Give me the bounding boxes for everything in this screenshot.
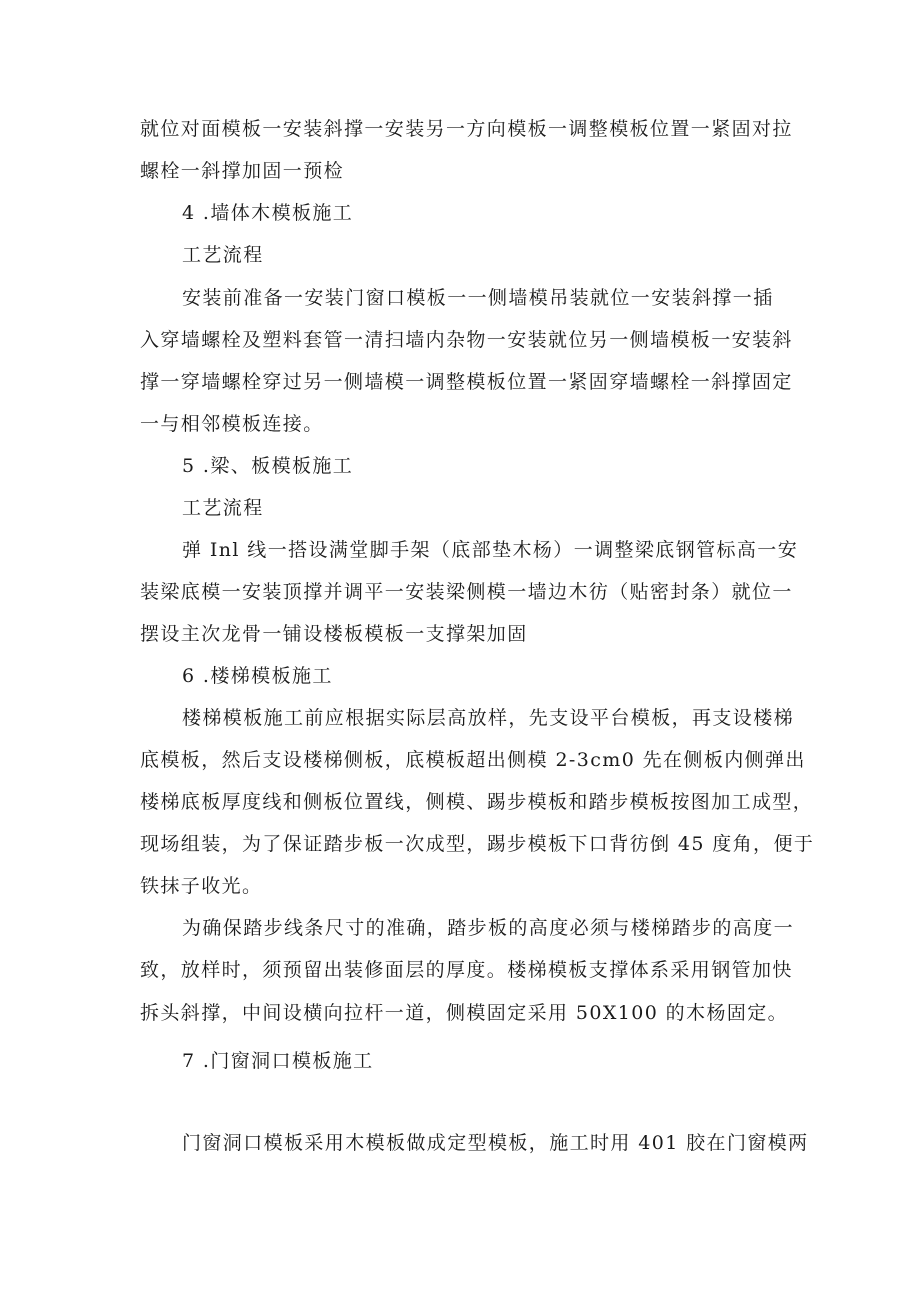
paragraph-line: 拆头斜撑，中间设横向拉杆一道，侧模固定采用 50X100 的木杨固定。 (140, 1002, 789, 1024)
section-heading: 7 .门窗洞口模板施工 (182, 1050, 374, 1072)
paragraph-line: 一与相邻模板连接。 (140, 413, 324, 435)
paragraph-line: 摆设主次龙骨一铺设楼板模板一支撑架加固 (140, 623, 528, 645)
paragraph-line: 安装前准备一安装门窗口模板一一侧墙模吊装就位一安装斜撑一插 (182, 287, 774, 309)
section-heading: 5 .梁、板模板施工 (182, 455, 354, 477)
paragraph-line: 铁抹子收光。 (140, 875, 263, 897)
section-heading: 4 .墙体木模板施工 (182, 202, 354, 224)
paragraph-line: 楼梯模板施工前应根据实际层高放样，先支设平台模板，再支设楼梯 (182, 707, 795, 729)
paragraph-line: 楼梯底板厚度线和侧板位置线，侧模、踢步模板和踏步模板按图加工成型， (140, 791, 814, 813)
paragraph-line: 致，放样时，须预留出装修面层的厚度。楼梯模板支撑体系采用钢管加快 (140, 959, 793, 981)
paragraph-line: 门窗洞口模板采用木模板做成定型模板，施工时用 401 胶在门窗模两 (182, 1132, 809, 1154)
paragraph-line: 撑一穿墙螺栓穿过另一侧墙模一调整模板位置一紧固穿墙螺栓一斜撑固定 (140, 371, 793, 393)
paragraph-line: 螺栓一斜撑加固一预检 (140, 160, 345, 182)
section-heading: 6 .楼梯模板施工 (182, 665, 333, 687)
subheading: 工艺流程 (182, 244, 264, 266)
paragraph-line: 弹 Inl 线一搭设满堂脚手架（底部垫木杨）一调整梁底钢管标高一安 (182, 539, 799, 561)
paragraph-line: 现场组装，为了保证踏步板一次成型，踢步模板下口背彷倒 45 度角，便于 (140, 833, 815, 855)
paragraph-line: 入穿墙螺栓及塑料套管一清扫墙内杂物一安装就位另一侧墙模板一安装斜 (140, 329, 793, 351)
paragraph-line: 就位对面模板一安装斜撑一安装另一方向模板一调整模板位置一紧固对拉 (140, 118, 793, 140)
paragraph-line: 为确保踏步线条尺寸的准确，踏步板的高度必须与楼梯踏步的高度一 (182, 917, 795, 939)
subheading: 工艺流程 (182, 497, 264, 519)
paragraph-line: 底模板，然后支设楼梯侧板，底模板超出侧模 2-3cm0 先在侧板内侧弹出 (140, 749, 806, 771)
paragraph-line: 装梁底模一安装顶撑并调平一安装梁侧模一墙边木彷（贴密封条）就位一 (140, 581, 793, 603)
